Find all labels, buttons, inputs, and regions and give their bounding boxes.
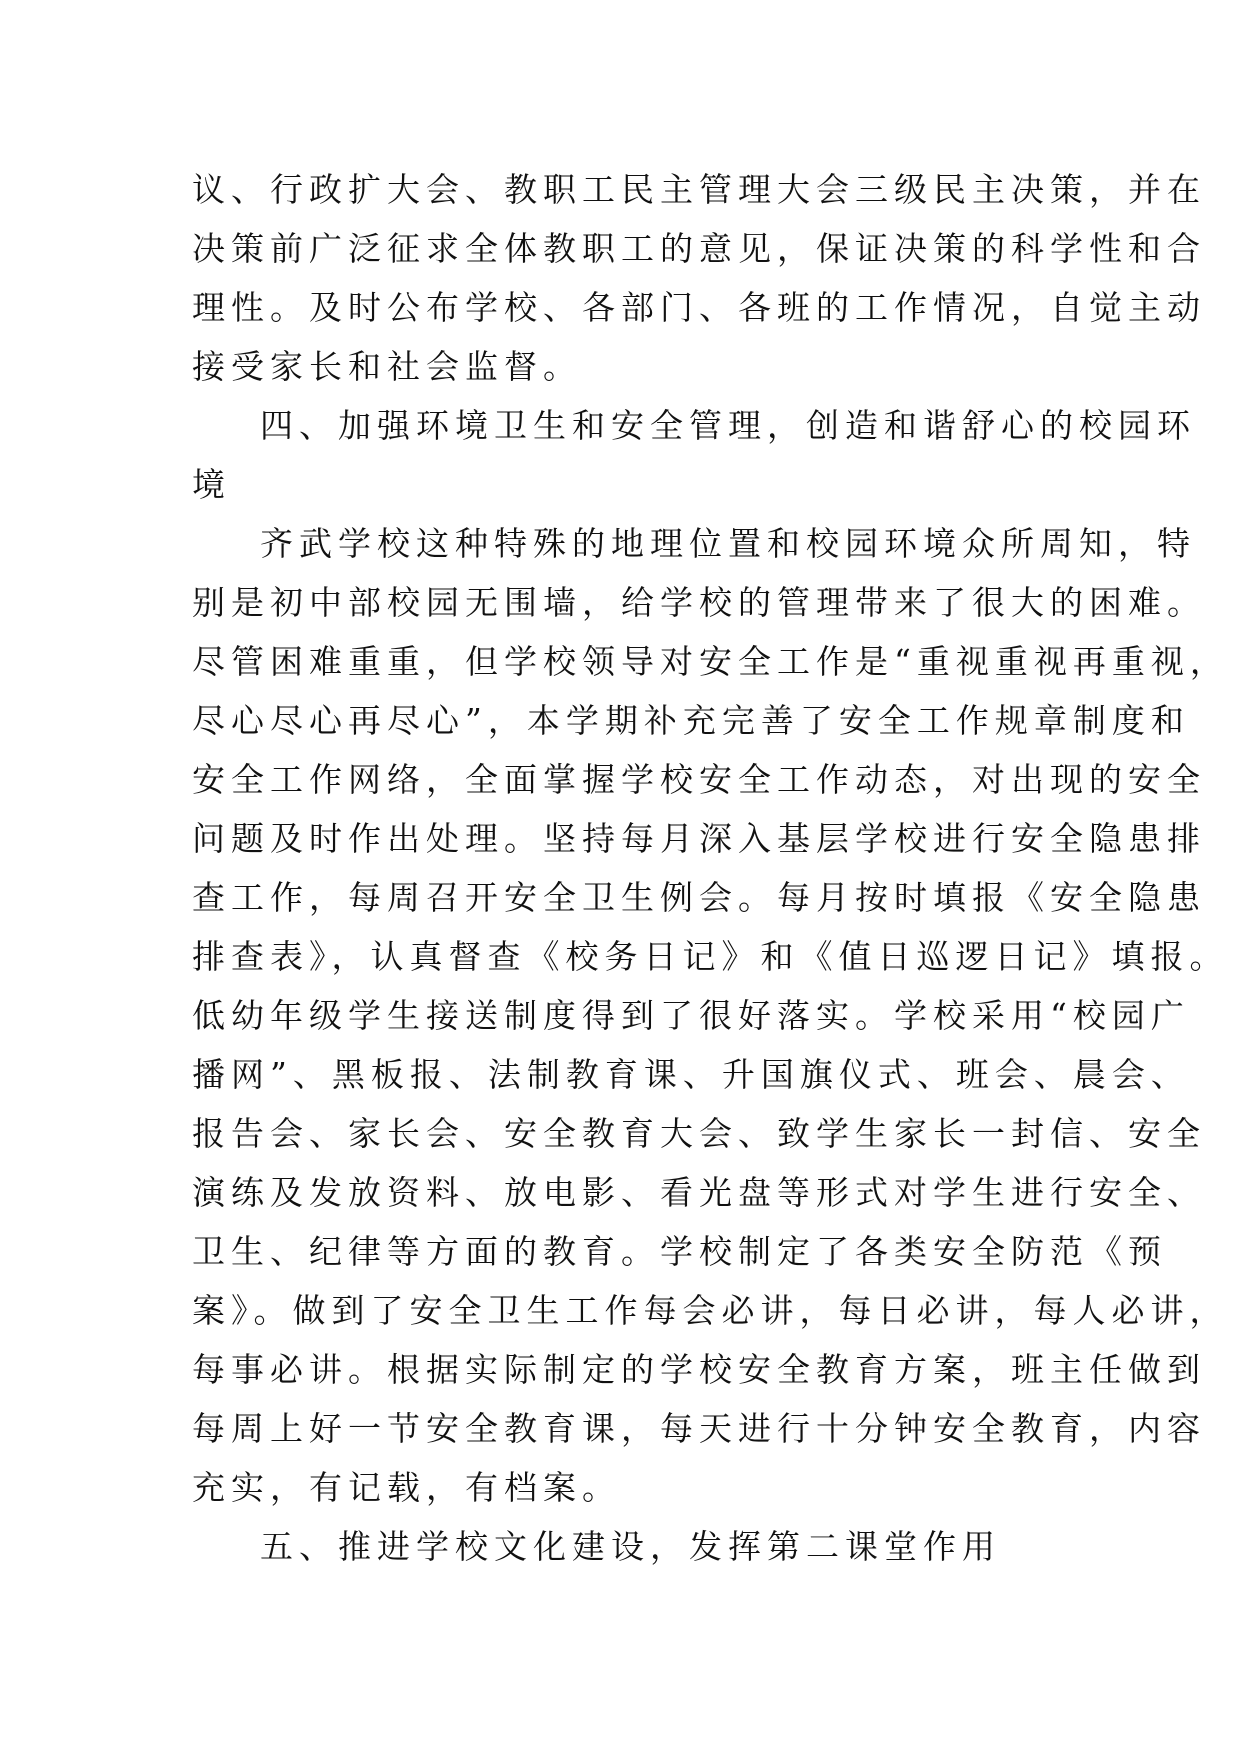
text-line: 每事必讲。根据实际制定的学校安全教育方案，班主任做到 xyxy=(192,1350,1206,1389)
section-heading-four: 四、加强环境卫生和安全管理，创造和谐舒心的校园环 xyxy=(260,406,1196,445)
text-line: 齐武学校这种特殊的地理位置和校园环境众所周知，特 xyxy=(260,524,1196,563)
text-line: 卫生、纪律等方面的教育。学校制定了各类安全防范《预 xyxy=(192,1232,1167,1271)
text-line: 播网”、黑板报、法制教育课、升国旗仪式、班会、晨会、 xyxy=(192,1055,1190,1094)
section-heading-four-continued: 境 xyxy=(192,465,231,504)
text-line: 决策前广泛征求全体教职工的意见，保证决策的科学性和合 xyxy=(192,229,1206,268)
text-line: 排查表》，认真督查《校务日记》和《值日巡逻日记》填报。 xyxy=(192,937,1229,976)
text-line: 演练及发放资料、放电影、看光盘等形式对学生进行安全、 xyxy=(192,1173,1206,1212)
text-line: 充实，有记载，有档案。 xyxy=(192,1468,621,1507)
text-line: 报告会、家长会、安全教育大会、致学生家长一封信、安全 xyxy=(192,1114,1206,1153)
text-line: 案》。做到了安全卫生工作每会必讲，每日必讲，每人必讲， xyxy=(192,1291,1229,1330)
text-line: 理性。及时公布学校、各部门、各班的工作情况，自觉主动 xyxy=(192,288,1206,327)
text-line: 接受家长和社会监督。 xyxy=(192,347,582,386)
text-line: 查工作，每周召开安全卫生例会。每月按时填报《安全隐患 xyxy=(192,878,1206,917)
text-line: 安全工作网络，全面掌握学校安全工作动态，对出现的安全 xyxy=(192,760,1206,799)
text-line: 别是初中部校园无围墙，给学校的管理带来了很大的困难。 xyxy=(192,583,1206,622)
text-line: 问题及时作出处理。坚持每月深入基层学校进行安全隐患排 xyxy=(192,819,1206,858)
text-line: 议、行政扩大会、教职工民主管理大会三级民主决策，并在 xyxy=(192,170,1206,209)
text-line: 尽管困难重重，但学校领导对安全工作是“重视重视再重视， xyxy=(192,642,1229,681)
text-line: 每周上好一节安全教育课，每天进行十分钟安全教育，内容 xyxy=(192,1409,1206,1448)
text-line: 低幼年级学生接送制度得到了很好落实。学校采用“校园广 xyxy=(192,996,1190,1035)
document-body xyxy=(192,160,1229,1576)
section-heading-five: 五、推进学校文化建设，发挥第二课堂作用 xyxy=(260,1527,1001,1566)
text-line: 尽心尽心再尽心”，本学期补充完善了安全工作规章制度和 xyxy=(192,701,1190,740)
